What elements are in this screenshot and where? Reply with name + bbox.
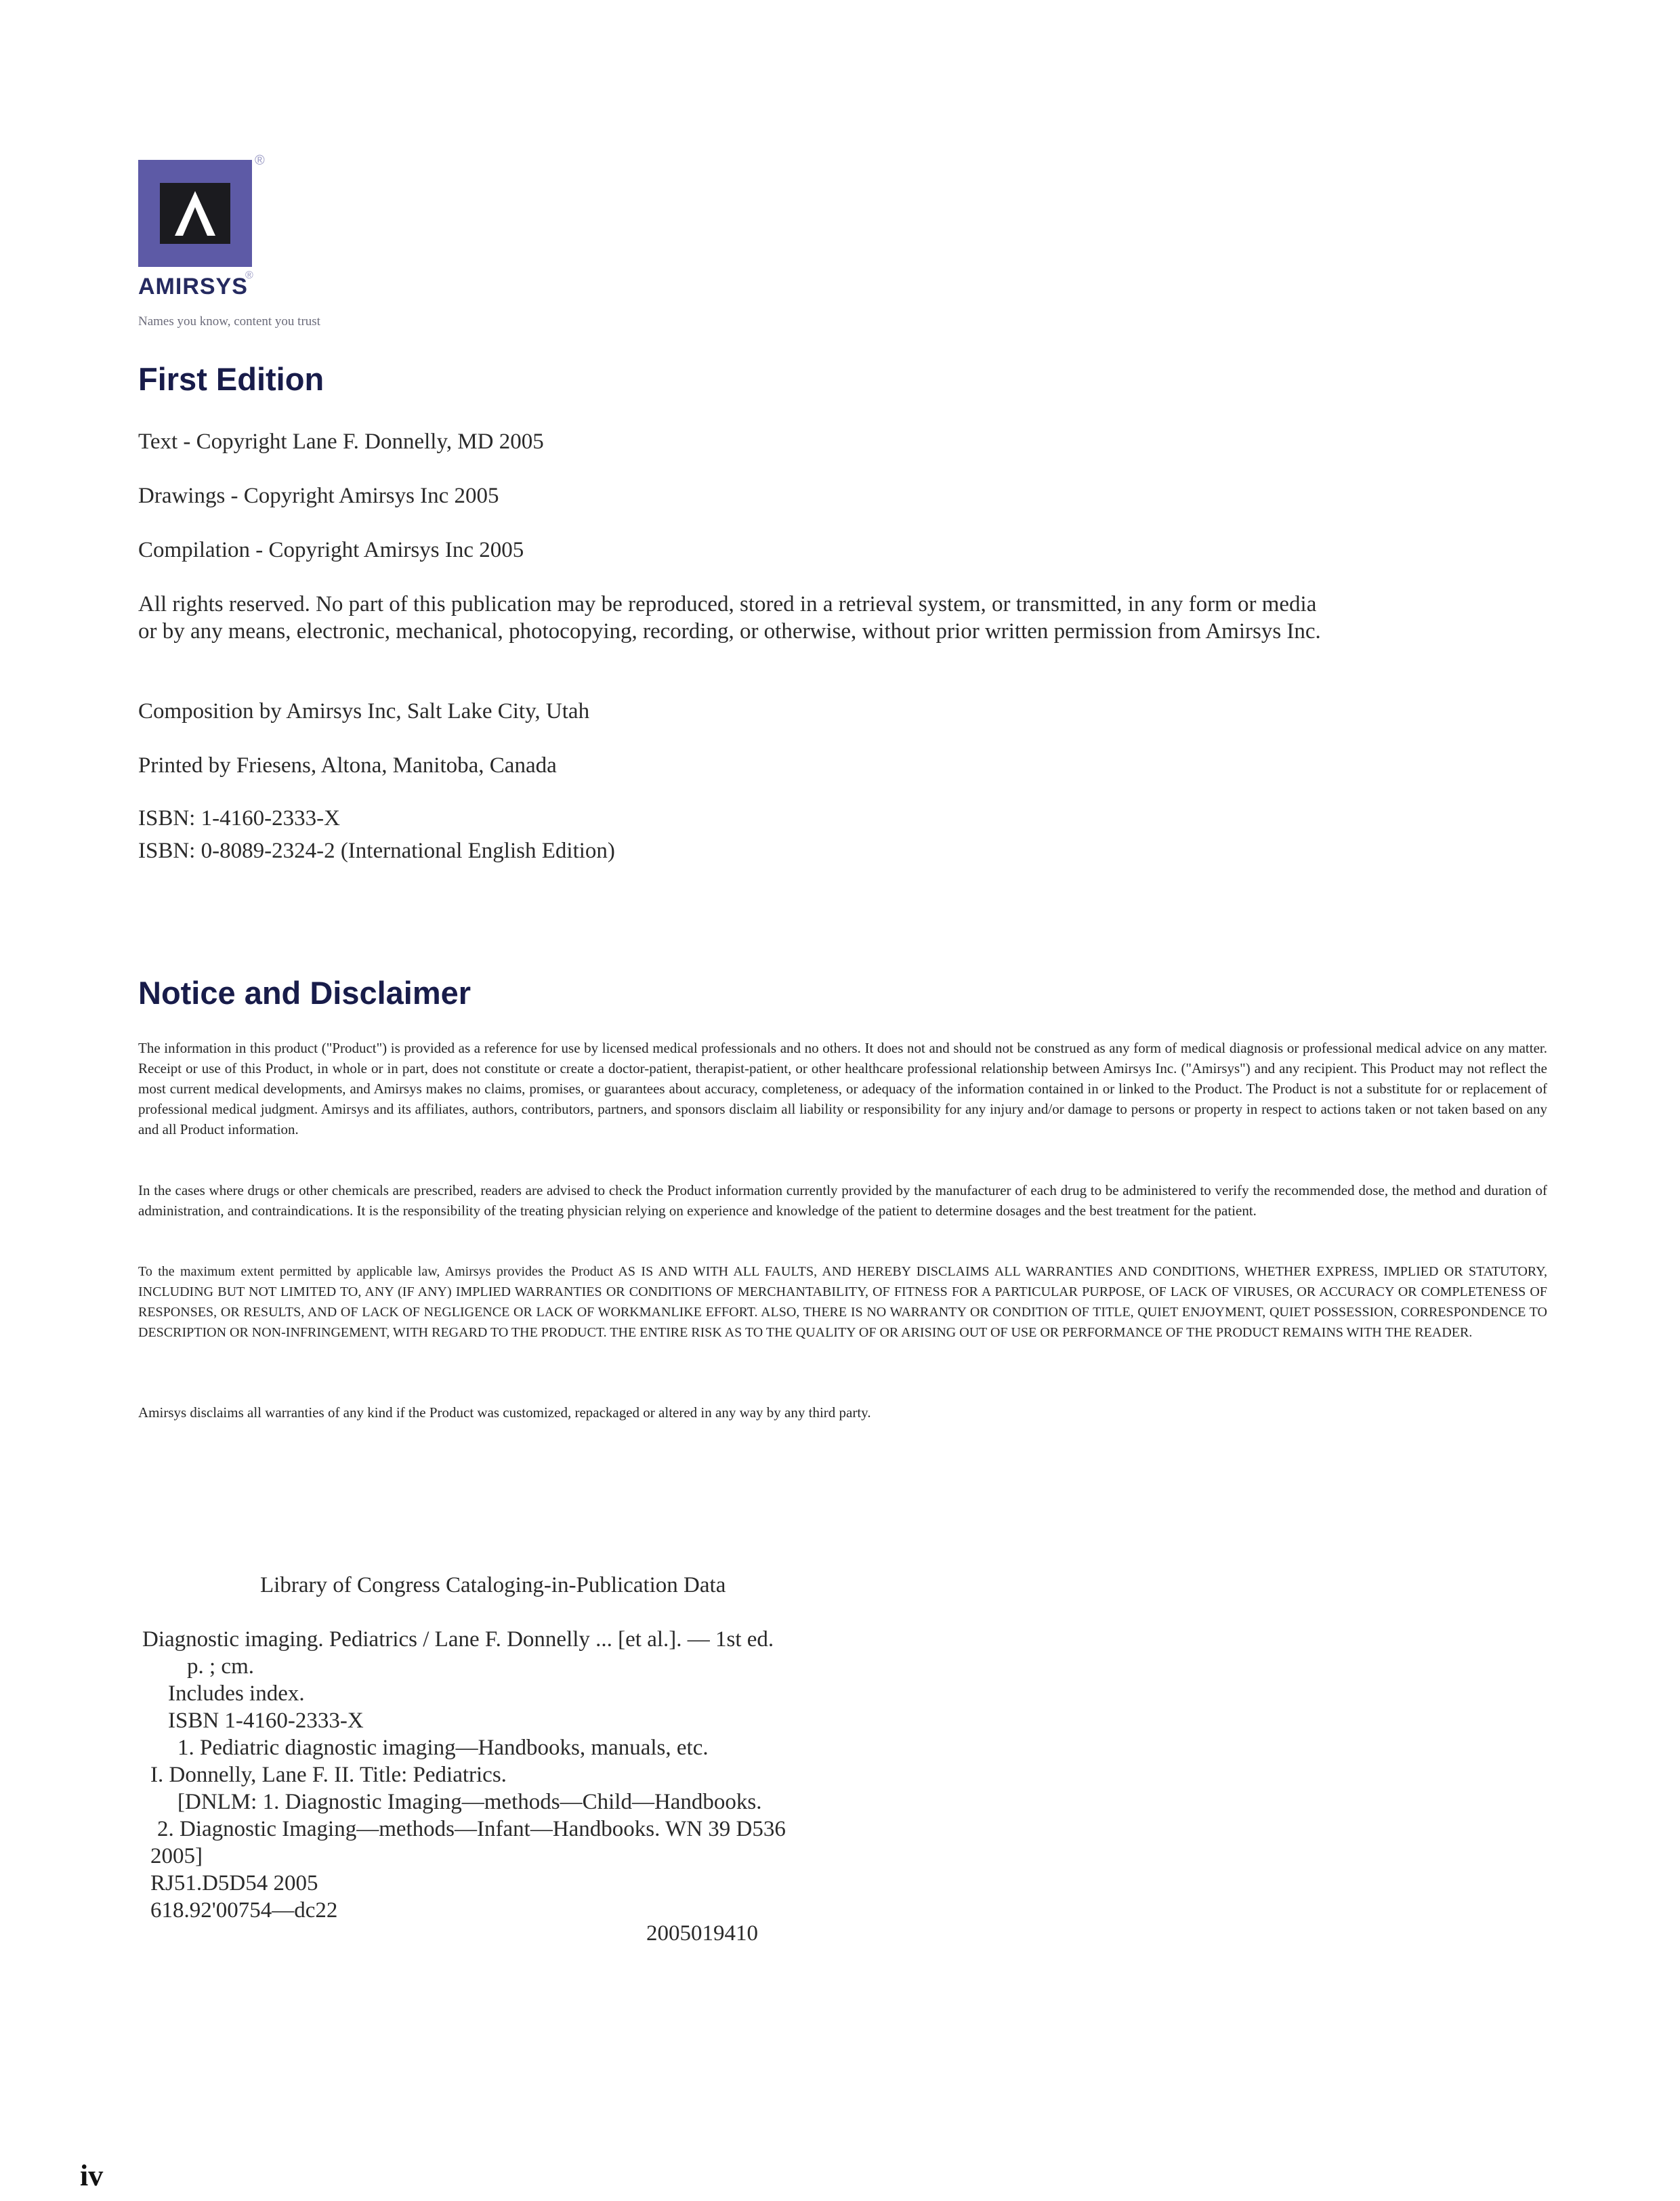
brand-name: AMIRSYS [138,274,248,299]
first-edition-heading: First Edition [138,361,324,397]
cip-lccn: 2005019410 [646,1921,758,1946]
rights-reserved-line-2: or by any means, electronic, mechanical, photocopying, recording, or otherwise, without prior written permission from Amirsys Inc. [138,619,1321,644]
brand-registered-mark: ® [245,270,253,281]
logo-a-mark [160,183,230,244]
brand-tagline: Names you know, content you trust [138,314,320,329]
cip-line: ISBN 1-4160-2333-X [168,1709,364,1733]
cip-line: Includes index. [168,1681,305,1706]
notice-paragraph-3: To the maximum extent permitted by applicable law, Amirsys provides the Product AS IS AND WITH ALL FAULTS, AND HEREBY DISCLAIMS ALL WARRANTIES AND CONDITIONS, WHETHER EXPRESS, IMPLIED OR STATUTORY, INCLUDING BUT NOT LIMITED TO, ANY (IF ANY) IMPLIED WARRANTIES OR CONDITIONS OF MERCHANTABILITY, OF FITNESS FOR A PARTICULAR PURPOSE, OF LACK OF VIRUSES, OR ACCURACY OR COMPLETENESS OF RESPONSES, OR RESULTS, AND OF LACK OF NEGLIGENCE OR LACK OF WORKMANLIKE EFFORT. ALSO, THERE IS NO WARRANTY OR CONDITION OF TITLE, QUIET ENJOYMENT, QUIET POSSESSION, CORRESPONDENCE TO DESCRIPTION OR NON-INFRINGEMENT, WITH REGARD TO THE PRODUCT. THE ENTIRE RISK AS TO THE QUALITY OF OR ARISING OUT OF USE OR PERFORMANCE OF THE PRODUCT REMAINS WITH THE READER. [138,1264,1547,1340]
cip-line: Diagnostic imaging. Pediatrics / Lane F. Donnelly ... [et al.]. — 1st ed. [142,1627,774,1652]
copyright-text-line: Text - Copyright Lane F. Donnelly, MD 2005 [138,429,544,454]
page-folio: iv [80,2159,104,2192]
amirsys-logo [138,160,252,267]
isbn-line-2: ISBN: 0-8089-2324-2 (International English Edition) [138,839,615,863]
copyright-compilation-line: Compilation - Copyright Amirsys Inc 2005 [138,538,524,562]
cip-line: 618.92'00754—dc22 [150,1898,338,1923]
notice-paragraph-4: Amirsys disclaims all warranties of any kind if the Product was customized, repackaged or altered in any way by any third party. [138,1404,871,1421]
notice-heading: Notice and Disclaimer [138,975,471,1011]
cip-title: Library of Congress Cataloging-in-Publication Data [260,1573,726,1597]
rights-reserved-line-1: All rights reserved. No part of this publication may be reproduced, stored in a retrieval system, or transmitted, in any form or media [138,592,1317,616]
cip-line: p. ; cm. [187,1654,254,1679]
notice-paragraph-1: The information in this product ("Product") is provided as a reference for use by licensed medical professionals and no others. It does not and should not be construed as any form of medical diagnosis or professional medical advice on any matter. Receipt or use of this Product, in whole or in part, does not constitute or create a doctor-patient, therapist-patient, or other healthcare professional relationship between Amirsys Inc. ("Amirsys") and any recipient. This Product may not reflect the most current medical developments, and Amirsys makes no claims, promises, or guarantees about accuracy, completeness, or adequacy of the information contained in or linked to the Product. The Product is not a substitute for or replacement of professional medical judgment. Amirsys and its affiliates, authors, contributors, partners, and sponsors disclaim all liability or responsibility for any injury and/or damage to persons or property in respect to actions taken or not taken based on any and all Product information. [138,1040,1547,1137]
cip-line: 2005] [150,1844,203,1868]
cip-line: I. Donnelly, Lane F. II. Title: Pediatrics. [150,1763,507,1787]
copyright-drawings-line: Drawings - Copyright Amirsys Inc 2005 [138,484,499,508]
cip-line: 2. Diagnostic Imaging—methods—Infant—Handbooks. WN 39 D536 [157,1817,786,1841]
cip-line: 1. Pediatric diagnostic imaging—Handbooks, manuals, etc. [177,1736,709,1760]
logo-registered-mark: ® [255,153,265,168]
composition-line: Composition by Amirsys Inc, Salt Lake City, Utah [138,699,590,724]
cip-line: [DNLM: 1. Diagnostic Imaging—methods—Child—Handbooks. [177,1790,762,1814]
notice-paragraph-2: In the cases where drugs or other chemicals are prescribed, readers are advised to check the Product information currently provided by the manufacturer of each drug to be administered to verify the recommended dose, the method and duration of administration, and contraindications. It is the responsibility of the treating physician relying on experience and knowledge of the patient to determine dosages and the best treatment for the patient. [138,1182,1547,1219]
isbn-line-1: ISBN: 1-4160-2333-X [138,806,340,831]
cip-line: RJ51.D5D54 2005 [150,1871,318,1895]
printed-by-line: Printed by Friesens, Altona, Manitoba, Canada [138,753,557,778]
logo-a-icon [160,183,230,244]
